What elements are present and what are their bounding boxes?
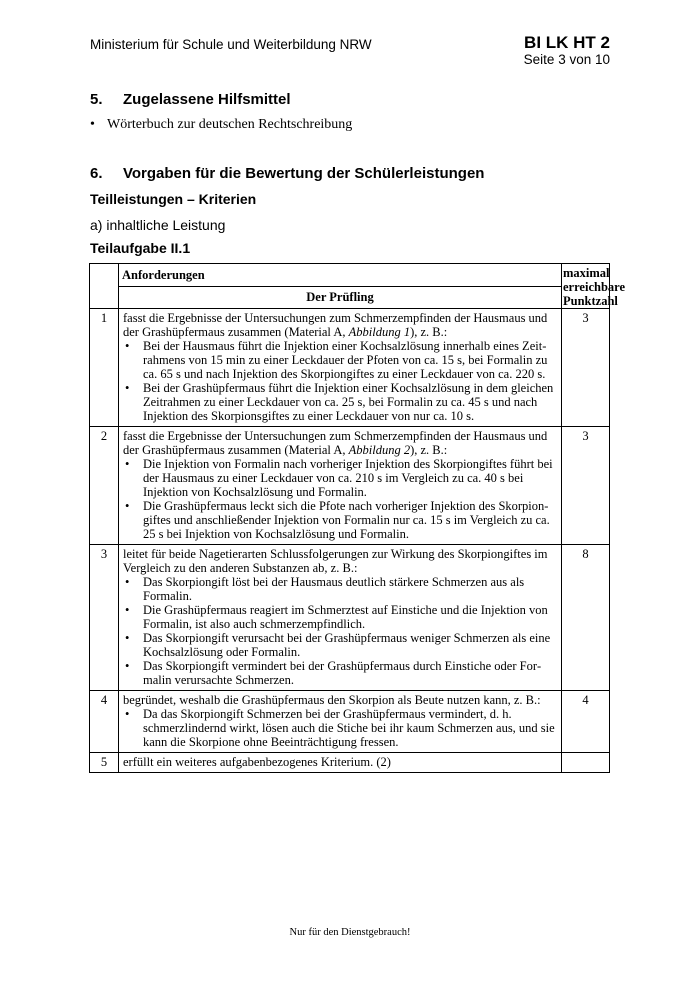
table-row [90, 691, 610, 753]
col-max-points: maximal erreichbare Punktzahl [562, 264, 610, 309]
row-intro [123, 547, 557, 575]
bullet-list [123, 707, 557, 749]
table-subheader-row [90, 287, 610, 309]
row-intro [123, 693, 557, 707]
task-heading: Teilaufgabe II.1 [90, 240, 191, 256]
row-number: 3 [90, 545, 119, 691]
bullet-icon: • [90, 117, 95, 132]
header-empty-cell [90, 264, 119, 309]
footer-note: Nur für den Dienstgebrauch! [289, 927, 411, 938]
section-6-title: Vorgaben für die Bewertung der Schülerleistungen [123, 165, 485, 182]
list-item: • Die Grashüpfermaus leckt sich die Pfote nach vorheriger Injektion des Skorpiongiftes und anschließender Injektion von Formalin nur ca. 15 s im Vergleich zu ca. 25 s bei Injektion von Kochsalzlösung und Formalin. [123, 499, 557, 541]
col-student: Der Prüfling [119, 287, 562, 309]
section-6-number: 6. [90, 165, 103, 182]
row-content [119, 427, 562, 545]
table-row [90, 545, 610, 691]
list-item: • Das Skorpiongift vermindert bei der Grashüpfermaus durch Einstiche oder Formalin verursachte Schmerzen. [123, 659, 557, 687]
row-intro-text: leitet für beide Nagetierarten Schlussfolgerungen zur Wirkung des Skorpiongiftes im Vergleich zu den anderen Substanzen ab, z. B.: [123, 547, 548, 575]
table-row [90, 309, 610, 427]
row-number: 5 [90, 753, 119, 773]
row-content [119, 691, 562, 753]
page-number: Seite 3 von 10 [523, 52, 610, 67]
bullet-list [123, 457, 557, 541]
row-number: 1 [90, 309, 119, 427]
row-points: 4 [562, 691, 610, 753]
row-intro [123, 755, 557, 769]
row-intro-text: fasst die Ergebnisse der Untersuchungen zum Schmerzempfinden der Hausmaus und der Grashüpfermaus zusammen (Material A, [123, 311, 548, 339]
row-intro-suffix: ), z. B.: [410, 443, 448, 457]
list-item: • Bei der Grashüpfermaus führt die Injektion einer Kochsalzlösung in dem gleichen Zeitrahmen zu einer Leckdauer von ca. 25 s, bei Formalin zu ca. 45 s und nach Injektion des Skorpionsgiftes zu einer Leckdauer von nur ca. 10 s. [123, 381, 557, 423]
section-6-heading [90, 165, 484, 182]
row-content [119, 545, 562, 691]
list-item: • Das Skorpiongift löst bei der Hausmaus deutlich stärkere Schmerzen aus als Formalin. [123, 575, 557, 603]
row-content [119, 753, 562, 773]
sub-heading: Teilleistungen – Kriterien [90, 191, 257, 207]
section-5-number: 5. [90, 91, 103, 108]
section-5-bullet-text: Wörterbuch zur deutschen Rechtschreibung [107, 117, 353, 132]
row-intro-suffix: ), z. B.: [410, 325, 448, 339]
figure-reference: Abbildung 2 [348, 443, 411, 457]
row-points: 3 [562, 309, 610, 427]
row-points: 8 [562, 545, 610, 691]
criteria-table [89, 263, 626, 773]
row-number: 2 [90, 427, 119, 545]
sub-label: a) inhaltliche Leistung [90, 217, 226, 233]
list-item: • Die Injektion von Formalin nach vorheriger Injektion des Skorpiongiftes führt bei der Hausmaus zu einer Leckdauer von ca. 210 s im Vergleich zu ca. 40 s bei Injektion von Kochsalzlösung und Formalin. [123, 457, 557, 499]
row-content [119, 309, 562, 427]
table-header-row [90, 264, 610, 287]
bullet-list [123, 339, 557, 423]
list-item: • Das Skorpiongift verursacht bei der Grashüpfermaus weniger Schmerzen als eine Kochsalzlösung oder Formalin. [123, 631, 557, 659]
header-ministry: Ministerium für Schule und Weiterbildung NRW [90, 37, 372, 52]
row-intro-text: fasst die Ergebnisse der Untersuchungen zum Schmerzempfinden der Hausmaus und der Grashüpfermaus zusammen (Material A, [123, 429, 548, 457]
row-points: 3 [562, 427, 610, 545]
section-5-bullet [90, 117, 352, 133]
col-requirements: Anforderungen [119, 264, 562, 287]
row-number: 4 [90, 691, 119, 753]
list-item: • Die Grashüpfermaus reagiert im Schmerztest auf Einstiche und die Injektion von Formalin, ist also auch schmerzempfindlich. [123, 603, 557, 631]
list-item: • Bei der Hausmaus führt die Injektion einer Kochsalzlösung innerhalb eines Zeitrahmens von 15 min zu einer Leckdauer der Pfoten von ca. 15 s, bei Formalin zu ca. 65 s und nach Injektion des Skorpiongiftes zu einer Leckdauer von ca. 220 s. [123, 339, 557, 381]
table-row [90, 753, 610, 773]
list-item: • Da das Skorpiongift Schmerzen bei der Grashüpfermaus vermindert, d. h. schmerzlindernd wirkt, lösen auch die Stiche bei ihr kaum Schmerzen aus, und sie kann die Skorpione ohne Beeinträchtigung fressen. [123, 707, 557, 749]
row-intro-text: begründet, weshalb die Grashüpfermaus den Skorpion als Beute nutzen kann, z. B.: [123, 693, 541, 707]
figure-reference: Abbildung 1 [348, 325, 411, 339]
bullet-list [123, 575, 557, 687]
row-intro-text: erfüllt ein weiteres aufgabenbezogenes Kriterium. (2) [123, 755, 391, 769]
table-row [90, 427, 610, 545]
section-5-heading [90, 91, 291, 108]
row-intro [123, 429, 557, 457]
document-code: BI LK HT 2 [524, 33, 610, 52]
section-5-title: Zugelassene Hilfsmittel [123, 91, 291, 108]
row-points [562, 753, 610, 773]
row-intro [123, 311, 557, 339]
header-right [524, 33, 610, 68]
